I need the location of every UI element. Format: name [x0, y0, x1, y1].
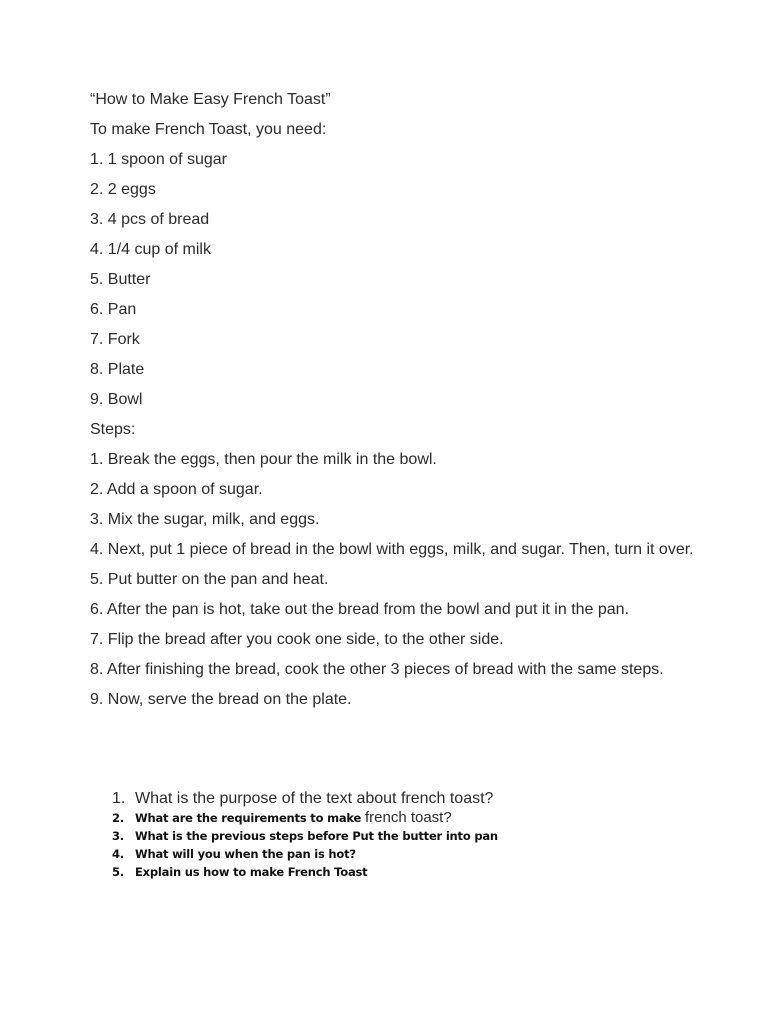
question-number: 1.	[112, 790, 126, 807]
ingredient-item: 1. 1 spoon of sugar	[90, 151, 227, 168]
ingredients-list	[90, 150, 700, 409]
question-text: What is the purpose of the text about french toast?	[135, 790, 494, 807]
question-item	[112, 827, 672, 845]
step-item: 3. Mix the sugar, milk, and eggs.	[90, 511, 320, 528]
document-title: “How to Make Easy French Toast”	[90, 91, 331, 108]
question-text-tail: french toast?	[364, 809, 452, 826]
ingredient-item: 4. 1/4 cup of milk	[90, 241, 211, 258]
step-item: 1. Break the eggs, then pour the milk in the bowl.	[90, 451, 437, 468]
step-item: 7. Flip the bread after you cook one side, to the other side.	[90, 631, 504, 648]
ingredient-item: 2. 2 eggs	[90, 181, 156, 198]
document-body	[90, 90, 700, 720]
intro-text: To make French Toast, you need:	[90, 121, 327, 138]
question-text: What will you when the pan is hot?	[135, 847, 356, 861]
question-number: 5.	[112, 865, 124, 879]
question-text	[135, 809, 452, 827]
question-number: 4.	[112, 847, 124, 861]
ingredient-item: 9. Bowl	[90, 391, 143, 408]
question-item	[112, 863, 672, 881]
question-text: What is the previous steps before Put the butter into pan	[135, 829, 498, 843]
questions-list	[112, 789, 672, 881]
ingredient-item: 8. Plate	[90, 361, 145, 378]
step-item: 6. After the pan is hot, take out the bread from the bowl and put it in the pan.	[90, 601, 630, 618]
step-item: 8. After finishing the bread, cook the other 3 pieces of bread with the same steps.	[90, 661, 664, 678]
question-number: 3.	[112, 829, 124, 843]
ingredient-item: 3. 4 pcs of bread	[90, 211, 210, 228]
ingredient-item: 6. Pan	[90, 301, 137, 318]
ingredient-item: 5. Butter	[90, 271, 151, 288]
question-text-start: What are the requirements to make	[135, 811, 365, 825]
question-item	[112, 789, 672, 808]
question-text: Explain us how to make French Toast	[135, 865, 368, 879]
question-number: 2.	[112, 811, 124, 825]
step-item: 5. Put butter on the pan and heat.	[90, 571, 329, 588]
question-item	[112, 845, 672, 863]
ingredient-item: 7. Fork	[90, 331, 140, 348]
steps-heading: Steps:	[90, 421, 136, 438]
step-item: 9. Now, serve the bread on the plate.	[90, 691, 352, 708]
step-item: 4. Next, put 1 piece of bread in the bowl with eggs, milk, and sugar. Then, turn it over.	[90, 541, 694, 558]
step-item: 2. Add a spoon of sugar.	[90, 481, 263, 498]
steps-list	[90, 450, 700, 709]
question-item	[112, 809, 672, 827]
